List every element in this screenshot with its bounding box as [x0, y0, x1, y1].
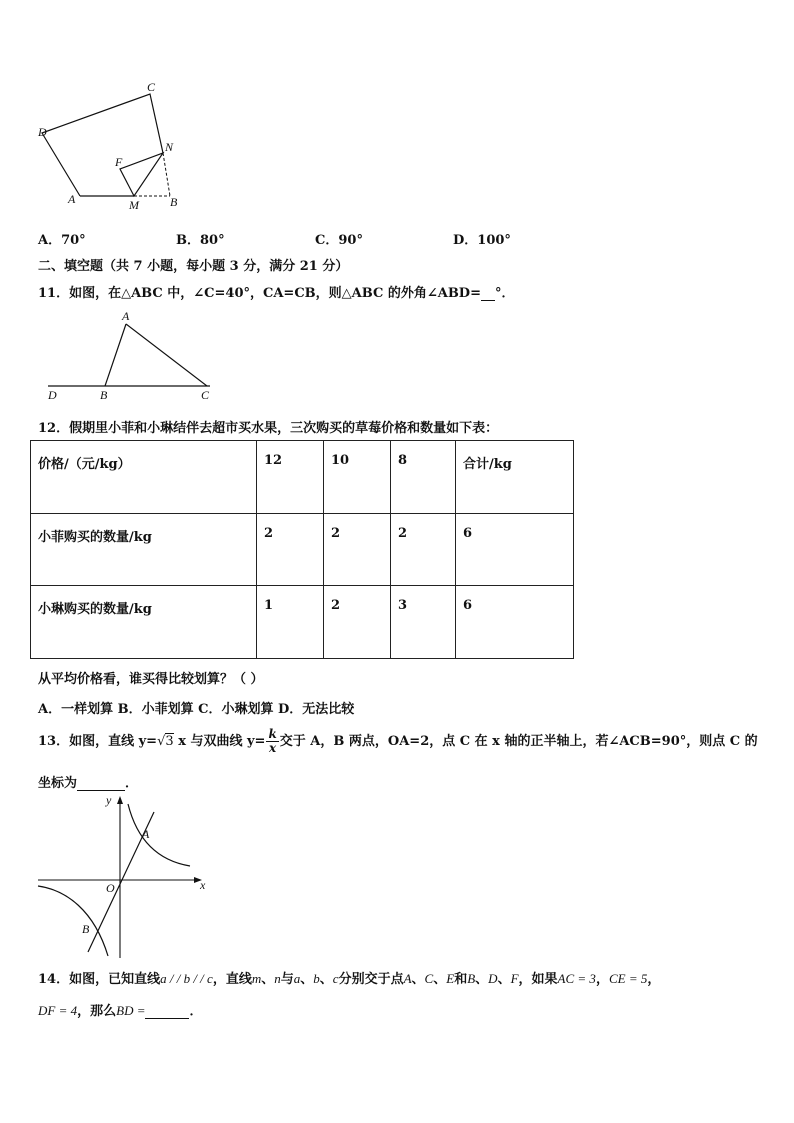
q10-option-a: A．70°	[38, 233, 86, 248]
q14-part4: 分别交于点	[338, 972, 404, 987]
q12-question: 从平均价格看，谁买得比较划算？（ ）	[38, 672, 264, 687]
q14-pd: D	[488, 971, 498, 986]
q12-options: A．一样划算 B．小菲划算 C．小琳划算 D．无法比较	[38, 702, 355, 717]
q10-label-n: N	[165, 140, 174, 154]
q11-text	[38, 282, 515, 301]
q13-sqrt-sign: √	[157, 734, 166, 749]
q14-ac: AC = 3	[557, 971, 596, 986]
table-cell: 合计/kg	[456, 441, 574, 514]
q13-fraction	[266, 728, 278, 755]
table-cell: 价格/（元/kg）	[31, 441, 257, 514]
q11-label-d: D	[48, 388, 57, 402]
table-cell: 2	[324, 586, 391, 659]
q13-fraction-numerator: k	[268, 727, 277, 741]
q13-hyperbola-branch-1	[128, 804, 190, 866]
q10-option-c: C．90°	[315, 233, 363, 248]
q14-line1	[38, 968, 660, 987]
q14-c: c	[332, 971, 339, 986]
q14-df: DF = 4	[38, 1003, 78, 1018]
q11-text-b: °．	[494, 286, 515, 301]
q11-label-b: B	[100, 388, 108, 402]
q14-comma2: ，	[647, 972, 661, 987]
table-cell: 2	[324, 513, 391, 586]
q14-answer-blank	[145, 1004, 189, 1019]
table-cell: 2	[391, 513, 456, 586]
q10-label-f: F	[115, 155, 123, 169]
q13-part1: 13．如图，直线 y=	[38, 734, 158, 749]
q14-sep5: 、	[433, 972, 447, 987]
q13-part3: 交于 A，B 两点，OA=2，点 C 在 x 轴的正半轴上，若∠ACB=90°，则点 C 的	[279, 734, 758, 749]
table-row	[31, 586, 574, 659]
q13-hyperbola-branch-2	[38, 886, 108, 956]
q10-triangle-fmn	[120, 153, 163, 196]
table-cell: 6	[456, 513, 574, 586]
q10-option-d: D．100°	[453, 233, 511, 248]
q14-pe: E	[446, 971, 455, 986]
q13-label-y: y	[106, 793, 112, 807]
q10-option-b: B．80°	[176, 233, 225, 248]
q11-side-ab	[105, 324, 126, 386]
table-cell: 1	[257, 586, 324, 659]
q13-label-a: A	[142, 827, 150, 841]
table-cell: 小琳购买的数量/kg	[31, 586, 257, 659]
q13-label-b: B	[82, 922, 90, 936]
q14-pf: F	[510, 971, 519, 986]
q14-n: n	[274, 971, 281, 986]
table-row	[31, 441, 574, 514]
q11-figure	[40, 306, 220, 402]
q14-part5: 和	[454, 972, 468, 987]
q10-segment-nb-dashed	[163, 153, 170, 196]
q14-sep3: 、	[319, 972, 333, 987]
q11-side-ac	[126, 324, 207, 386]
q10-label-a: A	[68, 192, 76, 206]
q14-b: b	[313, 971, 320, 986]
q14-sep2: 、	[300, 972, 314, 987]
q13-fraction-denominator: x	[269, 741, 277, 755]
table-cell: 12	[257, 441, 324, 514]
q14-pa: A	[403, 971, 412, 986]
q14-part1: 14．如图，已知直线	[38, 972, 161, 987]
section-heading: 二、填空题（共 7 小题，每小题 3 分，满分 21 分）	[38, 259, 349, 274]
q10-label-d: D	[38, 125, 47, 139]
q13-line2	[38, 772, 138, 791]
q10-label-m: M	[129, 198, 139, 212]
table-cell: 3	[391, 586, 456, 659]
q14-sep6: 、	[475, 972, 489, 987]
q14-line2	[38, 1000, 203, 1019]
q13-label-o: O	[106, 881, 115, 895]
q14-sep4: 、	[411, 972, 425, 987]
q14-bd: BD =	[116, 1003, 146, 1018]
q14-sep1: 、	[261, 972, 275, 987]
q14-part7: ，那么	[77, 1004, 117, 1019]
table-cell: 2	[257, 513, 324, 586]
q13-y-axis-arrow	[117, 796, 123, 804]
q11-label-a: A	[122, 309, 130, 323]
q12-text: 12．假期里小菲和小琳结伴去超市买水果，三次购买的草莓价格和数量如下表：	[38, 421, 499, 436]
q14-part2: ，直线	[212, 972, 252, 987]
q14-part3: 与	[280, 972, 294, 987]
q11-text-a: 11．如图，在△ABC 中，∠C=40°，CA=CB，则△ABC 的外角∠ABD=	[38, 286, 481, 301]
q14-part6: ，如果	[518, 972, 558, 987]
q14-end: ．	[189, 1004, 203, 1019]
table-cell: 小菲购买的数量/kg	[31, 513, 257, 586]
q12-price-table	[30, 440, 574, 659]
q13-text	[38, 728, 758, 755]
q13-line2-text: 坐标为	[38, 776, 78, 791]
q14-m: m	[251, 971, 262, 986]
q13-answer-blank	[77, 776, 125, 791]
table-row	[31, 513, 574, 586]
q13-label-x: x	[200, 878, 206, 892]
table-cell: 6	[456, 586, 574, 659]
q10-label-b: B	[170, 195, 178, 209]
q10-label-c: C	[147, 80, 156, 94]
q11-answer-blank	[481, 286, 495, 301]
q14-ce: CE = 5	[608, 971, 648, 986]
q14-sep7: 、	[497, 972, 511, 987]
q11-label-c: C	[201, 388, 210, 402]
q13-figure	[36, 790, 216, 960]
q14-pc: C	[424, 971, 434, 986]
q14-parallel-abc: a / / b / / c	[160, 971, 213, 986]
q13-part2: x 与双曲线 y=	[178, 734, 266, 749]
table-cell: 8	[391, 441, 456, 514]
q10-figure	[30, 78, 200, 213]
q13-sqrt-radicand: 3	[165, 734, 174, 749]
q13-line2-end: ．	[125, 776, 139, 791]
q14-comma1: ，	[595, 972, 609, 987]
table-cell: 10	[324, 441, 391, 514]
q14-pb: B	[467, 971, 476, 986]
q14-a: a	[293, 971, 301, 986]
